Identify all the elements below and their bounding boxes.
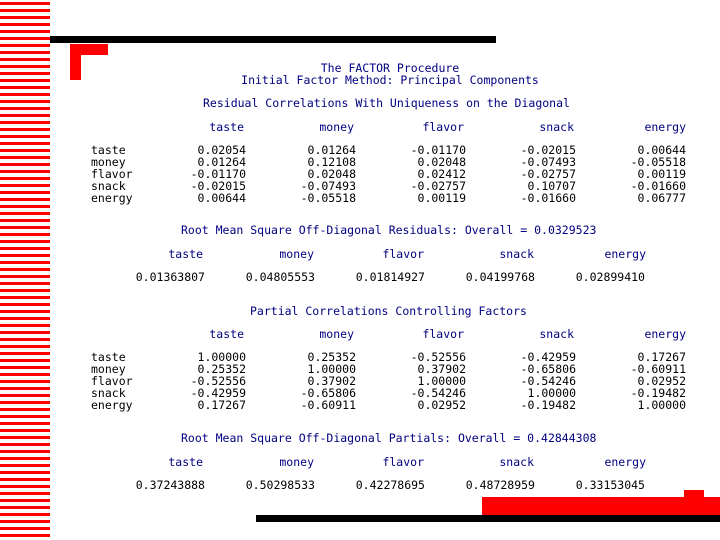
stripe — [0, 506, 50, 509]
stripe — [0, 37, 50, 40]
table-cell: -0.01660 — [520, 191, 576, 205]
stripe — [0, 121, 50, 124]
table-cell: -0.52556 — [190, 374, 246, 388]
striped-margin-decoration — [0, 0, 52, 540]
stripe — [0, 93, 50, 96]
column-header: snack — [539, 327, 574, 341]
stripe — [0, 128, 50, 131]
stripe — [0, 513, 50, 516]
table-cell: -0.02015 — [190, 179, 246, 193]
residual-section-title: Residual Correlations With Uniqueness on the Diagonal — [203, 96, 570, 110]
table-cell: -0.54246 — [520, 374, 576, 388]
column-header: taste — [209, 120, 244, 134]
column-header: snack — [539, 120, 574, 134]
table-cell: 0.02048 — [417, 155, 466, 169]
stripe — [0, 282, 50, 285]
table-cell: 0.01264 — [307, 143, 356, 157]
table-cell: 0.01264 — [197, 155, 246, 169]
stripe — [0, 373, 50, 376]
table-cell: 0.02952 — [417, 398, 466, 412]
table-cell: 0.04199768 — [465, 270, 535, 284]
table-cell: 0.00644 — [637, 143, 686, 157]
bottom-rule — [256, 515, 720, 522]
table-cell: 0.04805553 — [245, 270, 315, 284]
column-header: money — [319, 327, 354, 341]
table-cell: -0.42959 — [520, 350, 576, 364]
table-cell: 0.12108 — [307, 155, 356, 169]
stripe — [0, 219, 50, 222]
stripe — [0, 2, 50, 5]
row-label: flavor — [91, 374, 133, 388]
stripe — [0, 527, 50, 530]
column-header: taste — [209, 327, 244, 341]
table-cell: -0.07493 — [300, 179, 356, 193]
column-header: money — [279, 455, 314, 469]
table-cell: 0.01363807 — [135, 270, 205, 284]
stripe — [0, 247, 50, 250]
stripe — [0, 107, 50, 110]
column-header: energy — [644, 120, 686, 134]
stripe — [0, 135, 50, 138]
stripe — [0, 289, 50, 292]
table-cell: -0.01170 — [190, 167, 246, 181]
stripe — [0, 16, 50, 19]
table-cell: -0.60911 — [300, 398, 356, 412]
stripe — [0, 51, 50, 54]
top-rule — [50, 36, 496, 43]
stripe — [0, 310, 50, 313]
stripe — [0, 450, 50, 453]
stripe — [0, 443, 50, 446]
table-cell: 0.00644 — [197, 191, 246, 205]
row-label: taste — [91, 350, 126, 364]
stripe — [0, 58, 50, 61]
stripe — [0, 142, 50, 145]
stripe — [0, 359, 50, 362]
table-cell: -0.42959 — [190, 386, 246, 400]
column-header: flavor — [422, 327, 464, 341]
column-header: energy — [644, 327, 686, 341]
stripe — [0, 324, 50, 327]
table-cell: 1.00000 — [197, 350, 246, 364]
stripe — [0, 177, 50, 180]
table-cell: -0.01660 — [630, 179, 686, 193]
stripe — [0, 163, 50, 166]
row-label: taste — [91, 143, 126, 157]
row-label: energy — [91, 398, 133, 412]
table-cell: 0.02054 — [197, 143, 246, 157]
stripe — [0, 100, 50, 103]
stripe — [0, 86, 50, 89]
stripe — [0, 436, 50, 439]
table-cell: 1.00000 — [637, 398, 686, 412]
table-cell: -0.02757 — [520, 167, 576, 181]
row-label: snack — [91, 179, 126, 193]
table-cell: 0.02412 — [417, 167, 466, 181]
table-cell: 1.00000 — [527, 386, 576, 400]
table-cell: -0.65806 — [520, 362, 576, 376]
stripe — [0, 331, 50, 334]
procedure-title: The FACTOR Procedure — [320, 61, 460, 75]
stripe — [0, 366, 50, 369]
row-label: money — [91, 362, 126, 376]
column-header: snack — [499, 455, 534, 469]
table-cell: 0.37243888 — [135, 478, 205, 492]
table-cell: 1.00000 — [307, 362, 356, 376]
column-header: flavor — [382, 247, 424, 261]
row-label: flavor — [91, 167, 133, 181]
stripe — [0, 485, 50, 488]
stripe — [0, 422, 50, 425]
table-cell: -0.65806 — [300, 386, 356, 400]
method-title: Initial Factor Method: Principal Components — [241, 73, 539, 87]
table-cell: 1.00000 — [417, 374, 466, 388]
table-cell: 0.17267 — [197, 398, 246, 412]
stripe — [0, 338, 50, 341]
table-cell: -0.05518 — [300, 191, 356, 205]
column-header: money — [319, 120, 354, 134]
column-header: flavor — [422, 120, 464, 134]
row-label: energy — [91, 191, 133, 205]
stripe — [0, 205, 50, 208]
table-cell: 0.01814927 — [355, 270, 425, 284]
stripe — [0, 296, 50, 299]
stripe — [0, 471, 50, 474]
table-cell: -0.52556 — [410, 350, 466, 364]
row-label: snack — [91, 386, 126, 400]
table-cell: 0.25352 — [197, 362, 246, 376]
stripe — [0, 429, 50, 432]
table-cell: 0.48728959 — [465, 478, 535, 492]
stripe — [0, 79, 50, 82]
table-cell: -0.19482 — [520, 398, 576, 412]
red-corner-accent-vertical — [70, 44, 81, 80]
stripe — [0, 114, 50, 117]
column-header: flavor — [382, 455, 424, 469]
stripe — [0, 401, 50, 404]
column-header: money — [279, 247, 314, 261]
stripe — [0, 226, 50, 229]
stripe — [0, 457, 50, 460]
table-cell: 0.37902 — [307, 374, 356, 388]
table-cell: -0.05518 — [630, 155, 686, 169]
stripe — [0, 415, 50, 418]
rms-residuals-title: Root Mean Square Off-Diagonal Residuals: Overall = 0.0329523 — [181, 223, 597, 237]
table-cell: 0.02048 — [307, 167, 356, 181]
stripe — [0, 387, 50, 390]
table-cell: 0.06777 — [637, 191, 686, 205]
table-cell: -0.07493 — [520, 155, 576, 169]
stripe — [0, 317, 50, 320]
stripe — [0, 72, 50, 75]
stripe — [0, 240, 50, 243]
stripe — [0, 191, 50, 194]
stripe — [0, 30, 50, 33]
stripe — [0, 254, 50, 257]
stripe — [0, 184, 50, 187]
table-cell: 0.10707 — [527, 179, 576, 193]
stripe — [0, 261, 50, 264]
column-header: energy — [604, 455, 646, 469]
column-header: energy — [604, 247, 646, 261]
table-cell: 0.02952 — [637, 374, 686, 388]
column-header: snack — [499, 247, 534, 261]
stripe — [0, 534, 50, 537]
table-cell: 0.00119 — [417, 191, 466, 205]
stripe — [0, 303, 50, 306]
stripe — [0, 275, 50, 278]
partial-section-title: Partial Correlations Controlling Factors — [250, 304, 527, 318]
table-cell: 0.17267 — [637, 350, 686, 364]
stripe — [0, 23, 50, 26]
stripe — [0, 268, 50, 271]
stripe — [0, 345, 50, 348]
table-cell: 0.37902 — [417, 362, 466, 376]
table-cell: 0.00119 — [637, 167, 686, 181]
table-cell: -0.01170 — [410, 143, 466, 157]
rms-partials-title: Root Mean Square Off-Diagonal Partials: Overall = 0.42844308 — [181, 431, 597, 445]
stripe — [0, 492, 50, 495]
table-cell: 0.50298533 — [245, 478, 315, 492]
table-cell: -0.60911 — [630, 362, 686, 376]
stripe — [0, 65, 50, 68]
stripe — [0, 156, 50, 159]
stripe — [0, 408, 50, 411]
stripe — [0, 520, 50, 523]
table-cell: 0.25352 — [307, 350, 356, 364]
column-header: taste — [168, 247, 203, 261]
table-cell: -0.54246 — [410, 386, 466, 400]
stripe — [0, 478, 50, 481]
stripe — [0, 212, 50, 215]
stripe — [0, 499, 50, 502]
stripe — [0, 352, 50, 355]
stripe — [0, 198, 50, 201]
table-cell: -0.02757 — [410, 179, 466, 193]
stripe — [0, 149, 50, 152]
stripe — [0, 233, 50, 236]
column-header: taste — [168, 455, 203, 469]
table-cell: -0.02015 — [520, 143, 576, 157]
table-cell: -0.19482 — [630, 386, 686, 400]
stripe — [0, 394, 50, 397]
stripe — [0, 380, 50, 383]
stripe — [0, 464, 50, 467]
table-cell: 0.42278695 — [355, 478, 425, 492]
table-cell: 0.33153045 — [575, 478, 645, 492]
stripe — [0, 9, 50, 12]
row-label: money — [91, 155, 126, 169]
table-cell: 0.02899410 — [575, 270, 645, 284]
stripe — [0, 44, 50, 47]
stripe — [0, 170, 50, 173]
